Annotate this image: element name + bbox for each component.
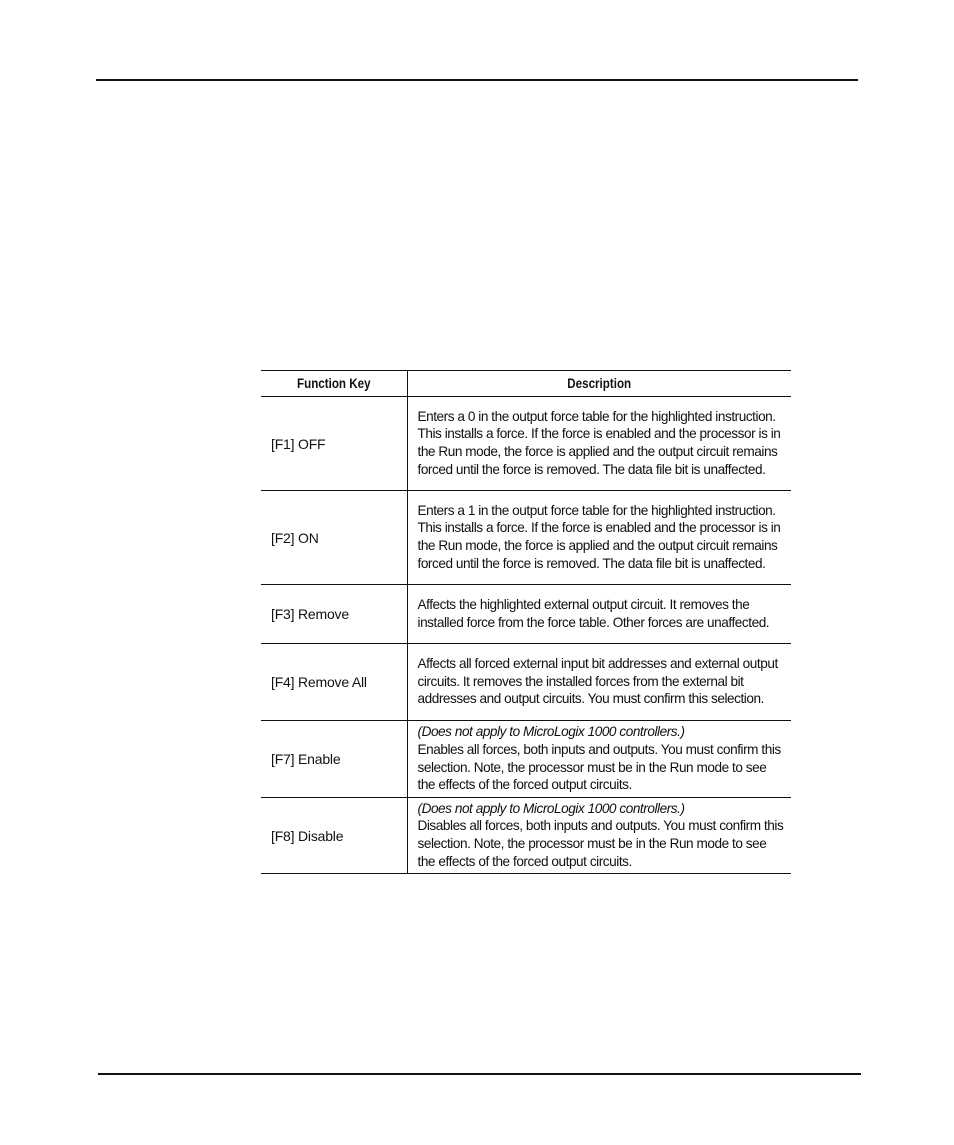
table-row — [261, 798, 791, 874]
function-key-cell: [F1] OFF — [261, 397, 407, 491]
function-key-cell: [F2] ON — [261, 491, 407, 585]
table-row — [261, 644, 791, 721]
description-cell — [407, 397, 791, 491]
description-text: Enters a 1 in the output force table for the highlighted instruction. This installs a force. If the force is enabled and the processor is in the Run mode, the force is applied and the output circuit remains forced until the force is removed. The data file bit is unaffected. — [417, 502, 781, 571]
description-text: Enters a 0 in the output force table for the highlighted instruction. This installs a force. If the force is enabled and the processor is in the Run mode, the force is applied and the output circuit remains forced until the force is removed. The data file bit is unaffected. — [417, 408, 781, 477]
function-key-cell: [F8] Disable — [261, 798, 407, 874]
function-key-table — [261, 370, 791, 874]
description-cell — [407, 721, 791, 798]
table-row — [261, 491, 791, 585]
description-cell — [407, 798, 791, 874]
table-row — [261, 585, 791, 644]
applicability-note: (Does not apply to MicroLogix 1000 controllers.) — [417, 724, 685, 740]
function-key-cell: [F3] Remove — [261, 585, 407, 644]
description-cell — [407, 585, 791, 644]
description-text: Affects all forced external input bit addresses and external output circuits. It removes the installed forces from the external bit addresses and output circuits. You must confirm this selection. — [417, 656, 778, 707]
description-text: Affects the highlighted external output circuit. It removes the installed force from the force table. Other forces are unaffected. — [417, 596, 770, 630]
header-rule — [96, 79, 858, 81]
column-header-function-key: Function Key — [271, 371, 397, 397]
table-header-row — [261, 371, 791, 397]
function-key-cell: [F7] Enable — [261, 721, 407, 798]
function-key-cell: [F4] Remove All — [261, 644, 407, 721]
applicability-note: (Does not apply to MicroLogix 1000 controllers.) — [417, 800, 685, 816]
table-row — [261, 721, 791, 798]
table-row — [261, 397, 791, 491]
description-text: Disables all forces, both inputs and outputs. You must confirm this selection. Note, the processor must be in the Run mode to see the effects of the forced output circuits. — [417, 818, 784, 869]
description-text: Enables all forces, both inputs and outputs. You must confirm this selection. Note, the processor must be in the Run mode to see the effects of the forced output circuits. — [417, 741, 781, 793]
description-cell — [407, 491, 791, 585]
column-header-description: Description — [434, 371, 764, 397]
footer-rule — [98, 1073, 861, 1075]
description-cell — [407, 644, 791, 721]
